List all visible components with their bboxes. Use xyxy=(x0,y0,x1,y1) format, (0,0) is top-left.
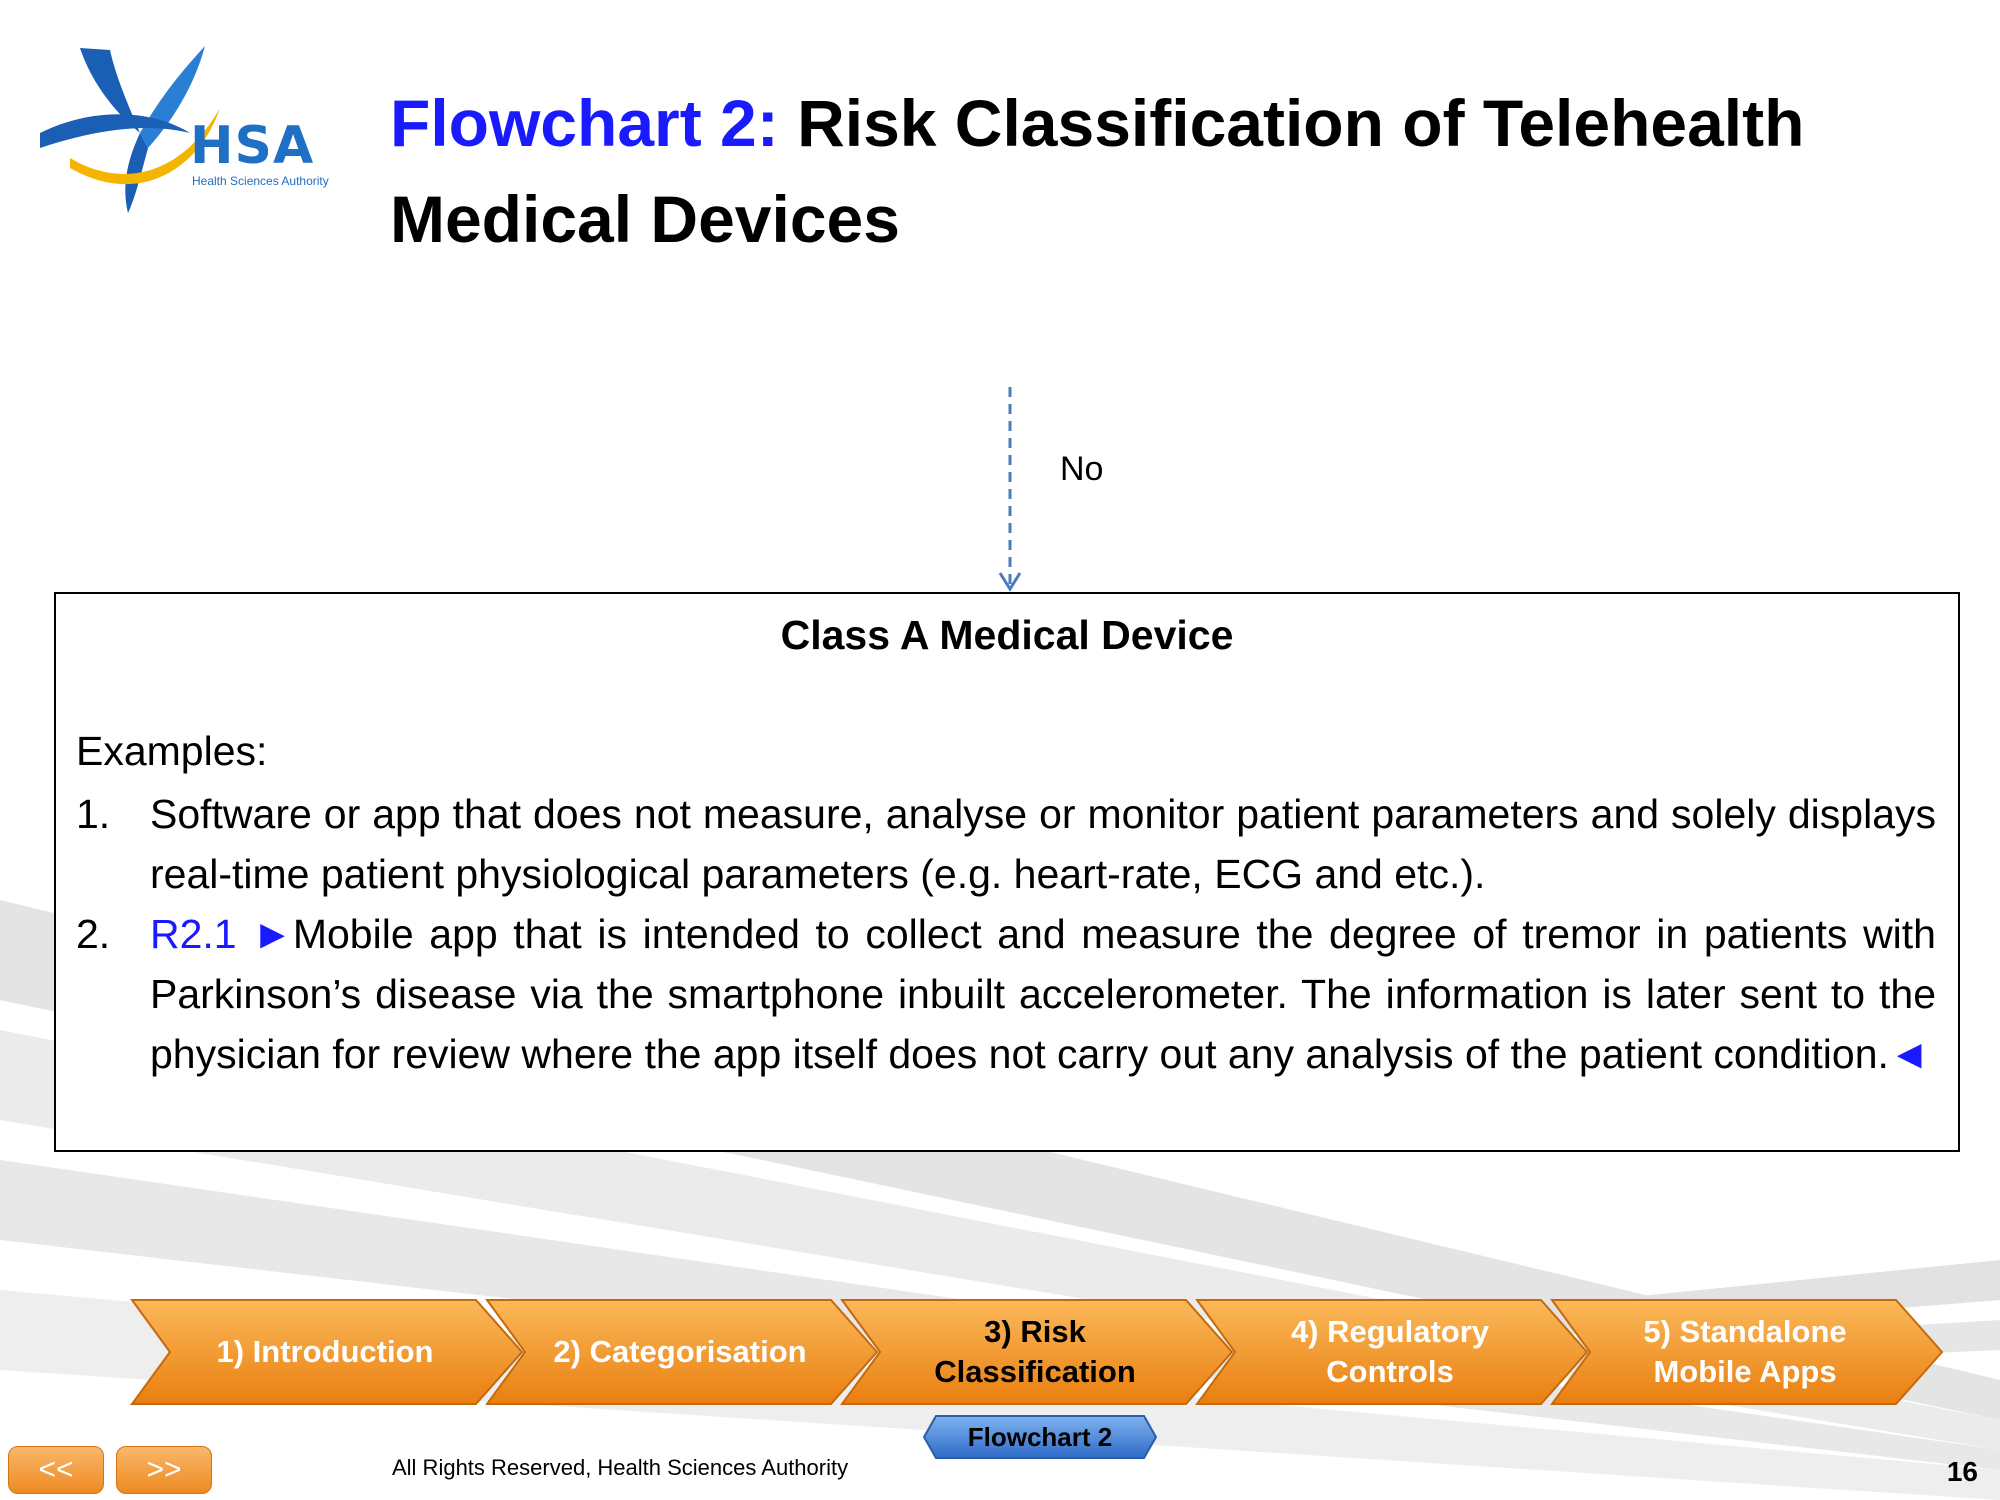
title-prefix: Flowchart 2: xyxy=(390,86,779,160)
example-number: 2. xyxy=(76,911,111,957)
examples-label: Examples: xyxy=(76,728,268,774)
nav-step-label: 2) Categorisation xyxy=(553,1334,807,1369)
title-main: Risk Classification of Telehealth Medical Devices xyxy=(390,86,1805,256)
next-button[interactable]: >> xyxy=(116,1446,212,1494)
flow-arrow xyxy=(990,385,1030,595)
logo-subtitle: Health Sciences Authority xyxy=(192,174,329,188)
example-text-2 xyxy=(150,904,1936,1084)
example-number: 1. xyxy=(76,791,111,837)
prev-button[interactable]: << xyxy=(8,1446,104,1494)
subtab-flowchart-2[interactable] xyxy=(922,1414,1158,1460)
hsa-logo xyxy=(30,38,350,218)
copyright-footer: All Rights Reserved, Health Sciences Authority xyxy=(392,1455,849,1480)
nav-step-standalone-mobile-apps[interactable] xyxy=(1550,1296,1950,1408)
subtab-label: Flowchart 2 xyxy=(967,1421,1113,1452)
nav-step-risk-classification[interactable] xyxy=(840,1296,1240,1408)
class-a-box xyxy=(54,592,1960,1152)
example-body: Mobile app that is intended to collect and measure the degree of tremor in patients with Parkinson’s disease via the smartphone inbuilt accelerometer. The information is later sent to the physician for review where the app itself does not carry out any analysis of the patient condition. xyxy=(150,911,1936,1077)
example-text: Software or app that does not measure, analyse or monitor patient parameters and solely displays real-time patient physiological parameters (e.g. heart-rate, ECG and etc.). xyxy=(150,791,1936,897)
example-item-1 xyxy=(76,784,1936,904)
box-title: Class A Medical Device xyxy=(780,612,1234,658)
nav-step-label: 4) Regulatory Controls xyxy=(1290,1314,1490,1389)
nav-step-categorisation[interactable] xyxy=(485,1296,885,1408)
nav-step-label: 3) Risk Classification xyxy=(934,1314,1136,1389)
page-number: 16 xyxy=(1946,1456,1978,1487)
logo-text: HSA xyxy=(190,116,315,176)
section-nav xyxy=(130,1296,1950,1416)
start-marker-icon: ► xyxy=(252,911,293,957)
nav-step-label: 1) Introduction xyxy=(216,1334,434,1369)
example-item-2 xyxy=(76,904,1936,1084)
page-title xyxy=(390,75,1950,267)
nav-step-introduction[interactable] xyxy=(130,1296,530,1408)
reference-link-r2-1[interactable]: R2.1 xyxy=(150,911,237,957)
end-marker-icon: ◄ xyxy=(1888,1031,1930,1077)
nav-step-label: 5) Standalone Mobile Apps xyxy=(1643,1314,1847,1389)
nav-step-regulatory-controls[interactable] xyxy=(1195,1296,1595,1408)
edge-label-no: No xyxy=(1060,450,1104,488)
